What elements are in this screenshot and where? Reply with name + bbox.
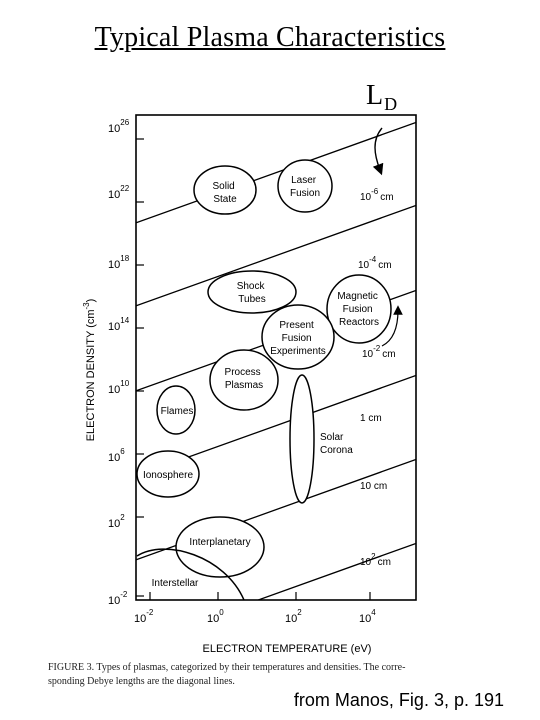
y-tick-label: $10^{10}$ xyxy=(108,379,130,396)
solar-corona-region xyxy=(290,375,314,503)
interstellar-label: Interstellar xyxy=(151,578,199,589)
figure-caption-line-1: FIGURE 3. Types of plasmas, categorized by their temperatures and densities. The corre- xyxy=(48,662,406,673)
debye-label-3: $10^{-2}cm$ xyxy=(362,344,396,360)
y-tick-label: $10^{14}$ xyxy=(108,316,130,333)
x-tick-label: $10^{-2}$ xyxy=(134,608,154,625)
figure-caption-line-2: sponding Debye lengths are the diagonal lines. xyxy=(48,676,235,687)
laser-fusion-label: Laser Fusion xyxy=(289,175,321,199)
process-plasmas-label: Process Plasmas xyxy=(224,367,264,391)
solid-state-label: Solid State xyxy=(212,181,237,205)
y-tick-label: $10^{26}$ xyxy=(108,118,130,135)
shock-tubes-region xyxy=(208,271,296,313)
ionosphere-label: Ionosphere xyxy=(142,470,194,481)
magnetic-fusion-label: Magnetic Fusion Reactors xyxy=(337,291,380,328)
debye-label-4: 1 cm xyxy=(360,413,382,424)
ld-arrow xyxy=(375,128,382,170)
y-tick-label: $10^2$ xyxy=(108,513,125,530)
x-axis-title: ELECTRON TEMPERATURE (eV) xyxy=(202,643,372,655)
ld-subscript: D xyxy=(384,94,398,114)
y-tick-label: $10^6$ xyxy=(108,447,125,464)
x-tick-label: $10^0$ xyxy=(207,608,224,625)
x-tick-label: $10^4$ xyxy=(359,608,376,625)
y-axis-ticks xyxy=(136,139,144,596)
y-tick-label: $10^{-2}$ xyxy=(108,590,128,607)
slide-title: Typical Plasma Characteristics xyxy=(94,22,446,53)
debye-label-2: $10^{-4}cm$ xyxy=(358,255,392,271)
x-tick-label: $10^2$ xyxy=(285,608,302,625)
y-tick-label: $10^{22}$ xyxy=(108,184,130,201)
y-axis-title: ELECTRON DENSITY $(cm^{-3})$ xyxy=(82,298,97,442)
flames-label: Flames xyxy=(160,406,194,417)
present-fusion-label: Present Fusion Experiments xyxy=(270,320,326,357)
y-tick-label: $10^{18}$ xyxy=(108,254,130,271)
laser-fusion-region xyxy=(278,160,332,212)
debye-line-6 xyxy=(130,542,420,646)
source-citation: from Manos, Fig. 3, p. 191 xyxy=(293,690,504,710)
debye-label-5: 10 cm xyxy=(360,481,388,492)
ld-main: L xyxy=(366,80,384,111)
solar-corona-label: Solar Corona xyxy=(320,432,353,456)
shock-tubes-label: Shock Tubes xyxy=(236,281,266,305)
debye-label-6: $10^2cm$ xyxy=(360,552,391,568)
interplanetary-label: Interplanetary xyxy=(189,537,251,548)
debye-label-1: $10^{-6}cm$ xyxy=(360,187,394,203)
